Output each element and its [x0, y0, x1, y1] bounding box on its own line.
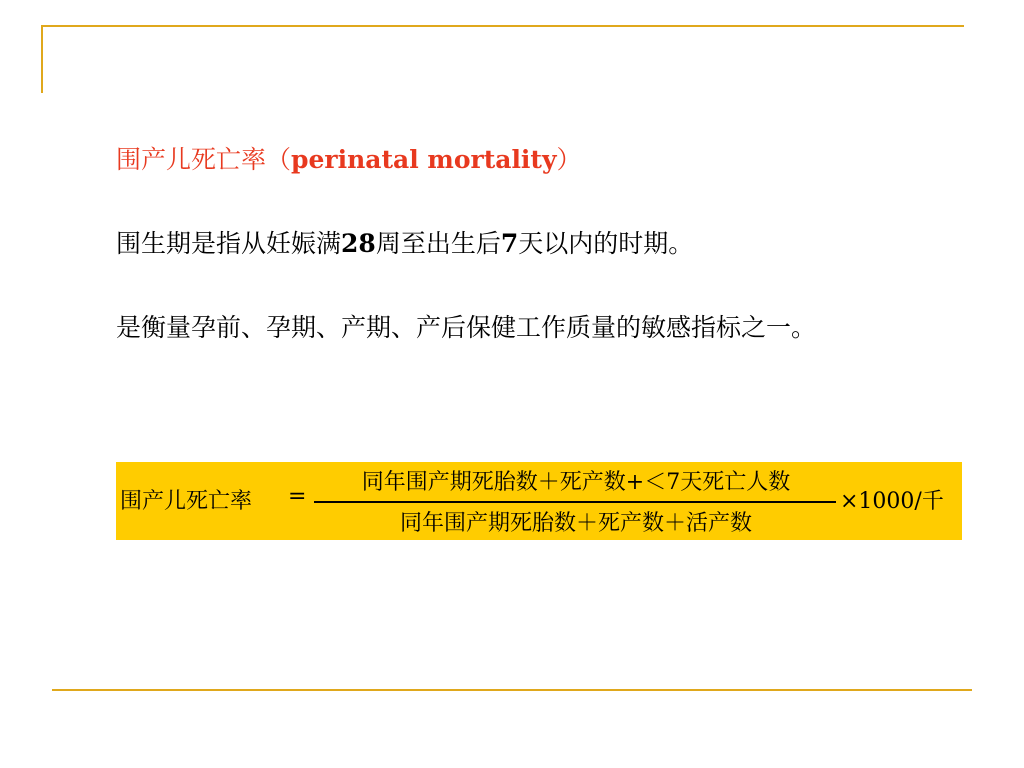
significance-paragraph: 是衡量孕前、孕期、产期、产后保健工作质量的敏感指标之一。: [116, 313, 817, 342]
formula-numerator: 同年围产期死胎数＋死产数+＜7天死亡人数: [361, 470, 791, 495]
heading-chinese: 围产儿死亡率（: [116, 145, 292, 174]
para1-number-7: 7: [500, 229, 519, 258]
para1-text-1: 围生期是指从妊娠满: [116, 229, 342, 258]
left-rule: [41, 25, 43, 93]
formula-equals: =: [288, 484, 307, 509]
formula-multiplier: ×1000/千: [840, 489, 944, 514]
para1-text-2: 周至出生后: [375, 229, 501, 258]
formula-denominator: 同年围产期死胎数＋死产数＋活产数: [399, 511, 752, 536]
fraction-bar: [314, 501, 836, 503]
formula-lhs: 围产儿死亡率: [120, 489, 253, 514]
para1-text-3: 天以内的时期。: [518, 229, 694, 258]
heading-english: perinatal mortality: [291, 145, 557, 174]
top-rule: [41, 25, 964, 27]
slide-heading: [116, 140, 582, 180]
formula-box: [116, 462, 962, 540]
bottom-rule: [52, 689, 972, 691]
para1-number-28: 28: [341, 229, 376, 258]
definition-paragraph: [116, 218, 693, 270]
heading-close: ）: [556, 145, 582, 174]
